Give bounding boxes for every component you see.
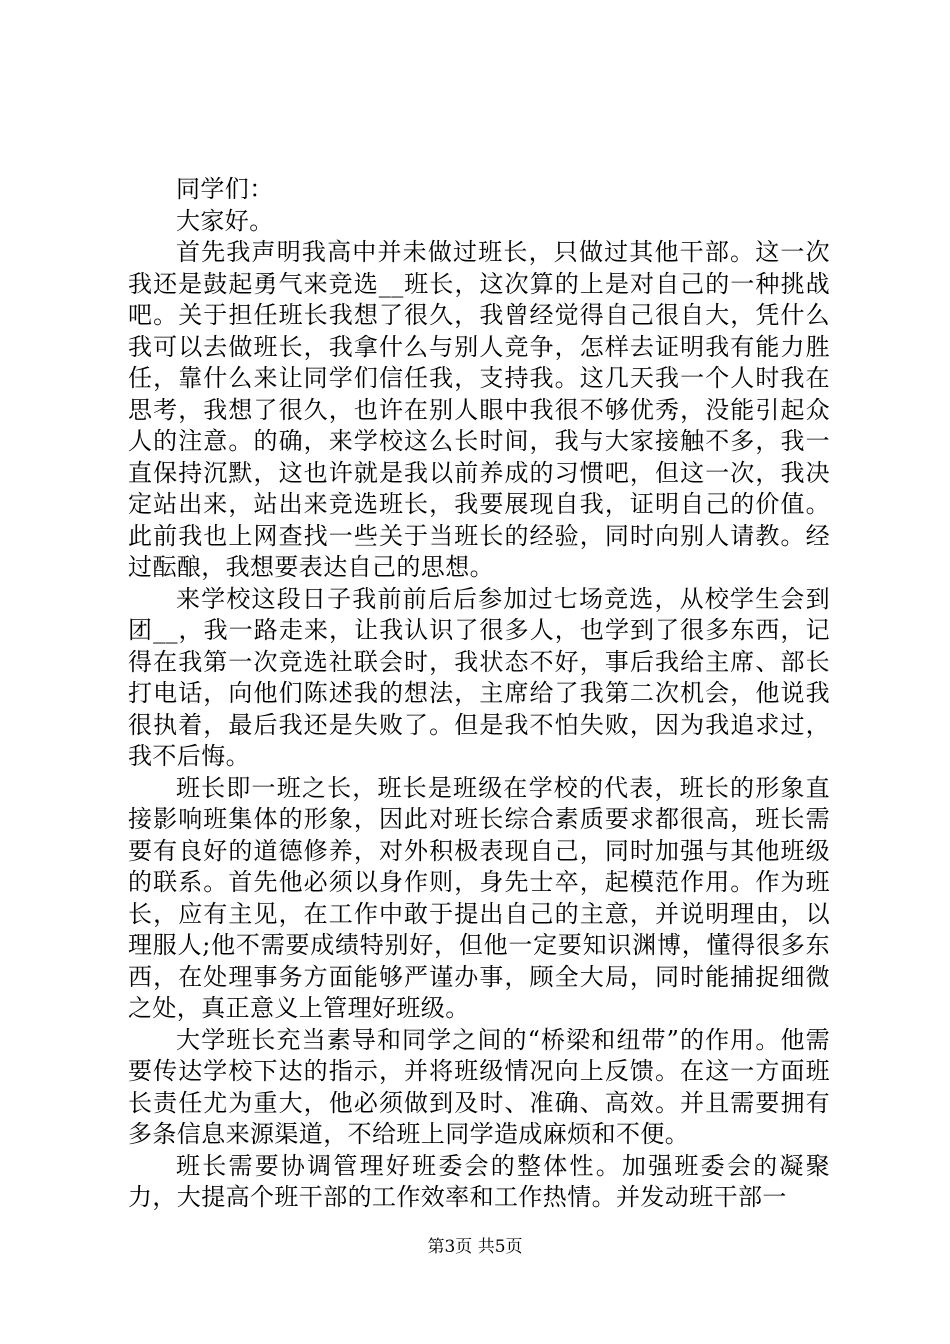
page-number-footer: 第3页 共5页 [427,1237,523,1257]
greeting: 大家好。 [176,206,274,235]
paragraph: 首先我声明我高中并未做过班长，只做过其他干部。这一次我还是鼓起勇气来竞选__班长，这次算的上是对自己的一种挑战吧。关于担任班长我想了很久，我曾经觉得自己很自大，凭什么我可以去做班长，我拿什么与别人竞争，怎样去证明我有能力胜任，靠什么来让同学们信任我，支持我。这几天我一个人时我在思考，我想了很久，也许在别人眼中我很不够优秀，没能引起众人的注意。的确，来学校这么长时间，我与大家接触不多，我一直保持沉默，这也许就是我以前养成的习惯吧，但这一次，我决定站出来，站出来竞选班长，我要展现自我，证明自己的价值。此前我也上网查找一些关于当班长的经验，同时向别人请教。经过酝酿，我想要表达自己的思想。 [128,238,830,581]
paragraph: 大学班长充当素导和同学之间的“桥梁和纽带”的作用。他需要传达学校下达的指示，并将班级情况向上反馈。在这一方面班长责任尤为重大，他必须做到及时、准确、高效。并且需要拥有多条信息来源渠道，不给班上同学造成麻烦和不便。 [128,1025,830,1148]
paragraph: 班长需要协调管理好班委会的整体性。加强班委会的凝聚力，大提高个班干部的工作效率和工作热情。并发动班干部一 [128,1151,830,1211]
document-body [128,174,830,1214]
salutation: 同学们： [176,175,274,203]
paragraph: 来学校这段日子我前前后后参加过七场竞选，从校学生会到团__，我一路走来，让我认识了很多人，也学到了很多东西，记得在我第一次竞选社联会时，我状态不好，事后我给主席、部长打电话，向他们陈述我的想法，主席给了我第二次机会，他说我很执着，最后我还是失败了。但是我不怕失败，因为我追求过，我不后悔。 [128,584,830,770]
paragraph: 班长即一班之长，班长是班级在学校的代表，班长的形象直接影响班集体的形象，因此对班长综合素质要求都很高，班长需要有良好的道德修养，对外积极表现自己，同时加强与其他班级的联系。首先他必须以身作则，身先士卒，起模范作用。作为班长，应有主见，在工作中敢于提出自己的主意，并说明理由，以理服人;他不需要成绩特别好，但他一定要知识渊博，懂得很多东西，在处理事务方面能够严谨办事，顾全大局，同时能捕捉细微之处，真正意义上管理好班级。 [128,773,830,1022]
